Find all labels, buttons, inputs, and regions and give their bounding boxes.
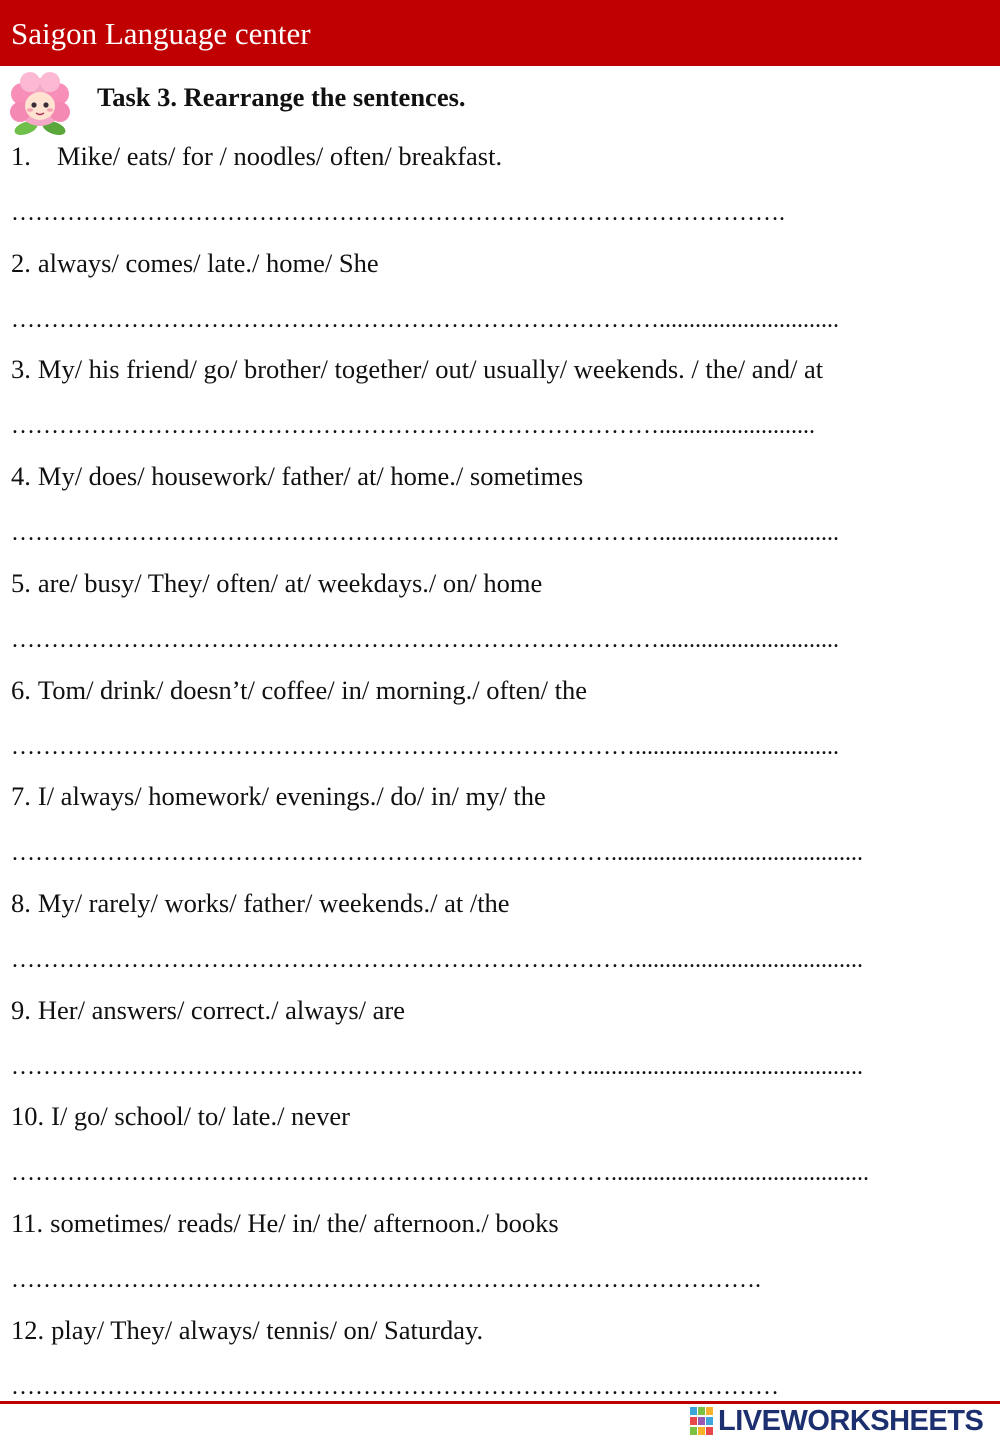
- exercise-item: [11, 1313, 483, 1347]
- answer-line[interactable]: ………………………………………………………………………..........................: [11, 413, 815, 439]
- item-number: 6.: [11, 675, 31, 705]
- item-text: I/ always/ homework/ evenings./ do/ in/ my/ the: [37, 781, 546, 811]
- exercise-item: [11, 352, 823, 386]
- answer-line[interactable]: …………………………………………………………………………………….: [11, 200, 785, 226]
- item-number: 8.: [11, 888, 31, 918]
- answer-line[interactable]: …………………………………………………………………...........................................: [11, 1160, 869, 1186]
- answer-line[interactable]: ……………………………………………………………………......................................: [11, 947, 863, 973]
- exercise-item: [11, 246, 379, 280]
- answer-line[interactable]: ………………………………………………………………………..............................: [11, 627, 839, 653]
- item-text: sometimes/ reads/ He/ in/ the/ afternoon./ books: [50, 1208, 559, 1238]
- item-number: 12.: [11, 1315, 45, 1345]
- exercise-item: [11, 886, 510, 920]
- liveworksheets-logo-icon: [690, 1407, 714, 1435]
- answer-line[interactable]: ……………………………………………………………………..................................: [11, 734, 839, 760]
- exercise-item: [11, 673, 587, 707]
- header-bar: [0, 0, 1000, 66]
- item-text: I/ go/ school/ to/ late./ never: [51, 1101, 350, 1131]
- answer-line[interactable]: …………………………………………………………………..........................................: [11, 840, 863, 866]
- item-text: Tom/ drink/ doesn’t/ coffee/ in/ morning./ often/ the: [37, 675, 588, 705]
- answer-line[interactable]: ………………………………………………………………..............................................: [11, 1054, 863, 1080]
- item-text: My/ does/ housework/ father/ at/ home./ sometimes: [37, 461, 584, 491]
- brand-name: LIVEWORKSHEETS: [718, 1405, 984, 1437]
- item-number: 9.: [11, 995, 31, 1025]
- item-text: always/ comes/ late./ home/ She: [37, 248, 379, 278]
- exercise-item: [11, 1206, 559, 1240]
- item-number: 4.: [11, 461, 31, 491]
- item-text: Her/ answers/ correct./ always/ are: [37, 995, 406, 1025]
- exercise-item: [11, 1099, 350, 1133]
- item-number: 11.: [11, 1208, 44, 1238]
- flower-girl-icon: [6, 72, 74, 138]
- item-number: 3.: [11, 354, 31, 384]
- exercise-item: [11, 459, 583, 493]
- item-text: My/ his friend/ go/ brother/ together/ out/ usually/ weekends. / the/ and/ at: [37, 354, 824, 384]
- task-heading: Task 3. Rearrange the sentences.: [97, 82, 466, 112]
- footer-logo: [690, 1404, 990, 1438]
- exercise-item: [11, 566, 542, 600]
- item-number: 7.: [11, 781, 31, 811]
- item-number: 10.: [11, 1101, 45, 1131]
- answer-line[interactable]: ………………………………………………………………………………….: [11, 1267, 761, 1293]
- exercise-item: [11, 139, 502, 173]
- item-number: 5.: [11, 568, 31, 598]
- answer-line[interactable]: ………………………………………………………………………..............................: [11, 520, 839, 546]
- item-text: My/ rarely/ works/ father/ weekends./ at /the: [37, 888, 510, 918]
- answer-line[interactable]: ………………………………………………………………………..............................: [11, 307, 839, 333]
- item-text: Mike/ eats/ for / noodles/ often/ breakfast.: [56, 141, 503, 171]
- item-text: are/ busy/ They/ often/ at/ weekdays./ on/ home: [37, 568, 543, 598]
- exercise-item: [11, 779, 546, 813]
- item-number: 1.: [11, 141, 31, 171]
- exercise-item: [11, 993, 405, 1027]
- header-title: Saigon Language center: [11, 16, 311, 51]
- answer-line[interactable]: ……………………………………………………………………………………: [11, 1374, 779, 1400]
- item-number: 2.: [11, 248, 31, 278]
- item-text: play/ They/ always/ tennis/ on/ Saturday.: [51, 1315, 484, 1345]
